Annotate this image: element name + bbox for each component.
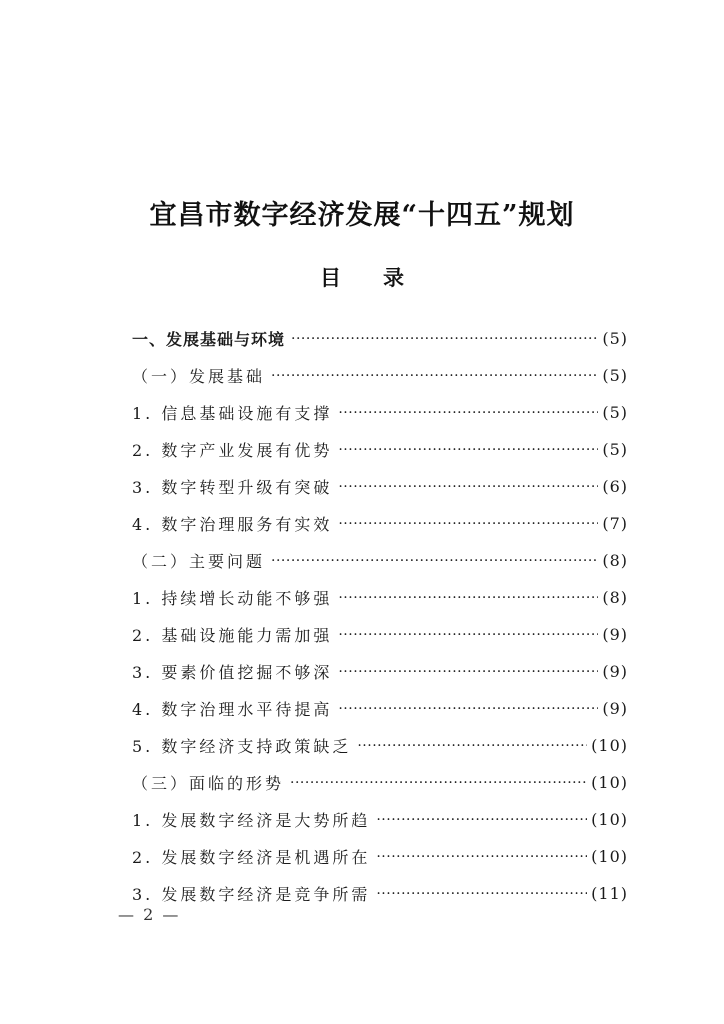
toc-entry[interactable] — [132, 357, 628, 394]
toc-leader-dots — [338, 405, 598, 421]
toc-entry[interactable] — [132, 542, 628, 579]
toc-entry-label: 1. 持续增长动能不够强 — [132, 589, 333, 608]
toc-entry-label: 2. 发展数字经济是机遇所在 — [132, 848, 371, 867]
toc-entry[interactable] — [132, 727, 628, 764]
toc-entry[interactable] — [132, 468, 628, 505]
toc-entry-page: (9) — [602, 699, 628, 718]
page-number-footer: — 2 — — [118, 905, 181, 924]
toc-leader-dots — [338, 590, 598, 606]
toc-entry[interactable] — [132, 653, 628, 690]
toc-entry-label: 5. 数字经济支持政策缺乏 — [132, 737, 352, 756]
toc-entry[interactable] — [132, 394, 628, 431]
toc-entry-page: (8) — [602, 588, 628, 607]
toc-entry[interactable] — [132, 579, 628, 616]
toc-leader-dots — [376, 886, 587, 902]
toc-entry-label: 2. 数字产业发展有优势 — [132, 441, 333, 460]
toc-heading-right: 录 — [383, 266, 404, 290]
toc-entry-label: 1. 信息基础设施有支撑 — [132, 404, 333, 423]
toc-entry-label: 1. 发展数字经济是大势所趋 — [132, 811, 371, 830]
toc-entry-page: (10) — [591, 736, 628, 755]
toc-entry-page: (5) — [602, 440, 628, 459]
toc-entry-label: 3. 要素价值挖掘不够深 — [132, 663, 333, 682]
toc-entry[interactable] — [132, 838, 628, 875]
toc-entry[interactable] — [132, 320, 628, 357]
table-of-contents — [132, 320, 628, 912]
toc-entry-page: (10) — [591, 810, 628, 829]
toc-entry[interactable] — [132, 801, 628, 838]
toc-entry-label: 一、发展基础与环境 — [132, 330, 286, 349]
toc-entry-label: 3. 发展数字经济是竞争所需 — [132, 885, 371, 904]
toc-leader-dots — [271, 553, 598, 569]
toc-leader-dots — [338, 442, 598, 458]
toc-leader-dots — [357, 738, 587, 754]
toc-entry-page: (6) — [602, 477, 628, 496]
toc-entry-label: （二）主要问题 — [132, 552, 266, 571]
toc-entry-page: (9) — [602, 662, 628, 681]
toc-entry-page: (11) — [591, 884, 628, 903]
toc-entry[interactable] — [132, 505, 628, 542]
toc-entry-page: (10) — [591, 773, 628, 792]
document-title: 宜昌市数字经济发展“十四五”规划 — [149, 200, 575, 231]
toc-entry-label: 4. 数字治理服务有实效 — [132, 515, 333, 534]
toc-entry-page: (5) — [602, 366, 628, 385]
toc-entry[interactable] — [132, 875, 628, 912]
toc-entry-label: 4. 数字治理水平待提高 — [132, 700, 333, 719]
toc-leader-dots — [271, 368, 598, 384]
toc-heading — [0, 262, 724, 292]
toc-entry[interactable] — [132, 690, 628, 727]
toc-entry-page: (7) — [602, 514, 628, 533]
toc-entry-page: (10) — [591, 847, 628, 866]
toc-leader-dots — [338, 479, 598, 495]
toc-entry-page: (5) — [602, 329, 628, 348]
toc-heading-left: 目 — [320, 266, 341, 290]
toc-leader-dots — [338, 701, 598, 717]
toc-leader-dots — [338, 516, 598, 532]
toc-entry-page: (8) — [602, 551, 628, 570]
toc-leader-dots — [338, 664, 598, 680]
toc-leader-dots — [376, 849, 587, 865]
toc-entry-page: (9) — [602, 625, 628, 644]
toc-entry-label: 2. 基础设施能力需加强 — [132, 626, 333, 645]
toc-entry-label: （三）面临的形势 — [132, 774, 285, 793]
toc-leader-dots — [291, 331, 598, 347]
toc-entry[interactable] — [132, 616, 628, 653]
toc-leader-dots — [338, 627, 598, 643]
toc-entry[interactable] — [132, 431, 628, 468]
toc-entry[interactable] — [132, 764, 628, 801]
toc-entry-label: 3. 数字转型升级有突破 — [132, 478, 333, 497]
toc-leader-dots — [376, 812, 587, 828]
toc-leader-dots — [290, 775, 587, 791]
toc-entry-label: （一）发展基础 — [132, 367, 266, 386]
toc-entry-page: (5) — [602, 403, 628, 422]
